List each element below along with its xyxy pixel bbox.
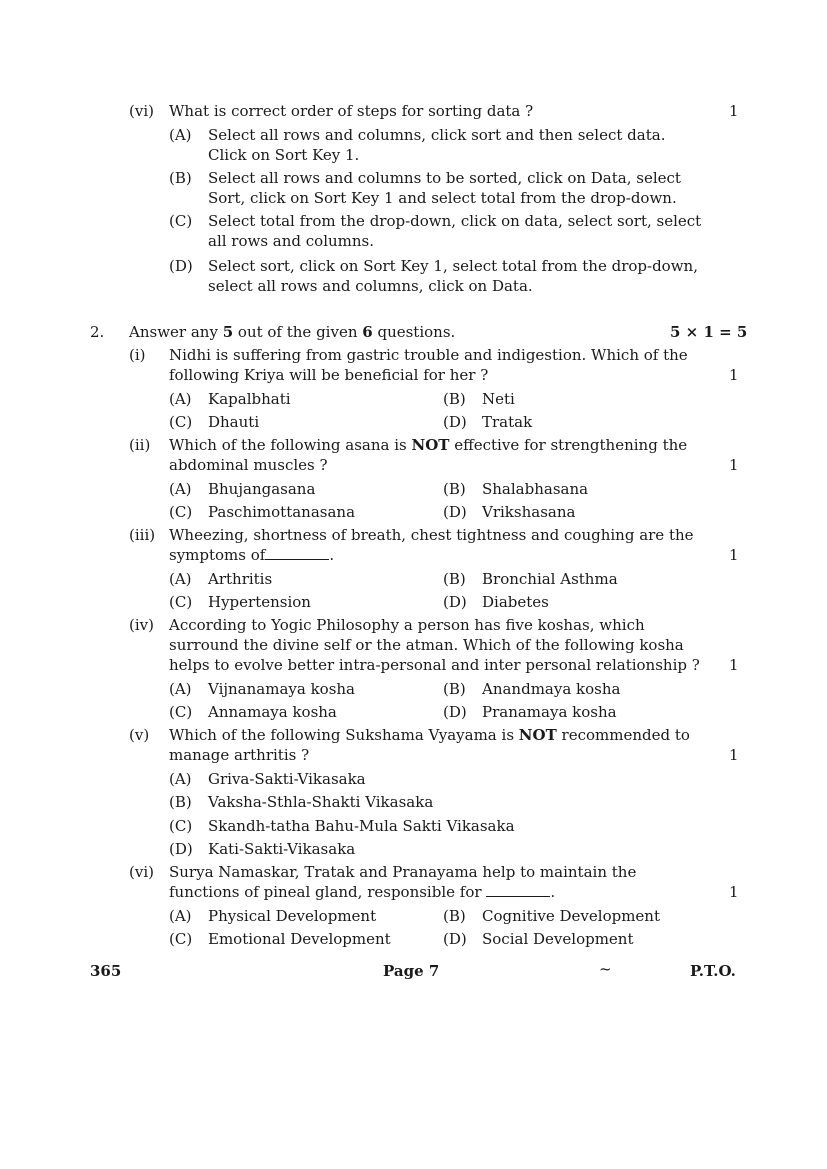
option-text: Emotional Development (208, 930, 391, 948)
question-text: Which of the following Sukshama Vyayama is NOT recommended to (169, 726, 690, 744)
option-label: (D) (169, 840, 193, 858)
option-label: (C) (169, 503, 193, 521)
option-label: (B) (443, 907, 466, 925)
option-text: select all rows and columns, click on Data. (208, 277, 533, 295)
question-number: (iii) (129, 526, 156, 544)
question-text: Surya Namaskar, Tratak and Pranayama help to maintain the (169, 863, 637, 881)
option-text: Pranamaya kosha (482, 703, 617, 721)
option-text: Bhujangasana (208, 480, 316, 498)
question-number: (i) (129, 346, 146, 364)
question-text: Which of the following asana is NOT effective for strengthening the (169, 436, 688, 454)
option-text: Hypertension (208, 593, 311, 611)
tilde-mark: ~ (599, 960, 612, 978)
pto-label: P.T.O. (690, 962, 736, 980)
question-number: (ii) (129, 436, 151, 454)
question-text: What is correct order of steps for sorting data ? (169, 102, 534, 120)
option-text: all rows and columns. (208, 232, 375, 250)
option-text: Select all rows and columns to be sorted, click on Data, select (208, 169, 681, 187)
option-text: Diabetes (482, 593, 549, 611)
question-text: surround the divine self or the atman. Which of the following kosha (169, 636, 684, 654)
question-marks: 5 × 1 = 5 (670, 323, 748, 341)
option-text: Dhauti (208, 413, 260, 431)
option-label: (B) (443, 570, 466, 588)
option-label: (B) (443, 390, 466, 408)
option-text: Shalabhasana (482, 480, 589, 498)
option-text: Kapalbhati (208, 390, 291, 408)
question-text: Nidhi is suffering from gastric trouble and indigestion. Which of the (169, 346, 688, 364)
question-text: helps to evolve better intra-personal and inter personal relationship ? (169, 656, 700, 674)
option-text: Vrikshasana (482, 503, 576, 521)
option-text: Physical Development (208, 907, 377, 925)
option-label: (A) (169, 770, 192, 788)
question-text: functions of pineal gland, responsible for . (169, 883, 556, 901)
question-number: (iv) (129, 616, 154, 634)
option-text: Select sort, click on Sort Key 1, select total from the drop-down, (208, 257, 698, 275)
option-text: Griva-Sakti-Vikasaka (208, 770, 366, 788)
option-label: (C) (169, 593, 193, 611)
question-text: following Kriya will be beneficial for her ? (169, 366, 489, 384)
answer-blank (265, 545, 329, 560)
option-text: Click on Sort Key 1. (208, 146, 360, 164)
option-label: (A) (169, 907, 192, 925)
option-text: Social Development (482, 930, 634, 948)
question-marks: 1 (729, 456, 739, 474)
option-label: (B) (169, 793, 192, 811)
option-text: Paschimottanasana (208, 503, 356, 521)
option-label: (B) (443, 680, 466, 698)
question-text: Wheezing, shortness of breath, chest tightness and coughing are the (169, 526, 694, 544)
option-label: (C) (169, 212, 193, 230)
option-label: (D) (443, 593, 467, 611)
option-label: (A) (169, 680, 192, 698)
option-text: Vaksha-Sthla-Shakti Vikasaka (208, 793, 434, 811)
option-label: (C) (169, 930, 193, 948)
option-label: (D) (169, 257, 193, 275)
option-label: (A) (169, 570, 192, 588)
question-marks: 1 (729, 883, 739, 901)
option-text: Annamaya kosha (208, 703, 337, 721)
paper-code: 365 (90, 962, 122, 980)
option-text: Select total from the drop-down, click on data, select sort, select (208, 212, 702, 230)
option-text: Cognitive Development (482, 907, 660, 925)
option-text: Vijnanamaya kosha (208, 680, 355, 698)
option-text: Bronchial Asthma (482, 570, 618, 588)
option-label: (B) (443, 480, 466, 498)
option-label: (D) (443, 413, 467, 431)
question-text: According to Yogic Philosophy a person has five koshas, which (169, 616, 645, 634)
option-text: Arthritis (208, 570, 273, 588)
option-text: Tratak (482, 413, 533, 431)
option-label: (D) (443, 503, 467, 521)
option-text: Neti (482, 390, 515, 408)
option-label: (D) (443, 703, 467, 721)
option-label: (B) (169, 169, 192, 187)
question-marks: 1 (729, 546, 739, 564)
option-label: (C) (169, 413, 193, 431)
option-text: Skandh-tatha Bahu-Mula Sakti Vikasaka (208, 817, 515, 835)
question-text: manage arthritis ? (169, 746, 310, 764)
question-marks: 1 (729, 102, 739, 120)
page-number: Page 7 (383, 962, 440, 980)
question-marks: 1 (729, 656, 739, 674)
option-label: (C) (169, 703, 193, 721)
option-text: Select all rows and columns, click sort and then select data. (208, 126, 666, 144)
option-label: (A) (169, 390, 192, 408)
question-marks: 1 (729, 746, 739, 764)
option-text: Kati-Sakti-Vikasaka (208, 840, 356, 858)
question-number: (vi) (129, 863, 154, 881)
option-text: Anandmaya kosha (482, 680, 621, 698)
option-label: (C) (169, 817, 193, 835)
option-label: (A) (169, 480, 192, 498)
question-number: 2. (90, 323, 105, 341)
question-number: (vi) (129, 102, 154, 120)
question-marks: 1 (729, 366, 739, 384)
option-label: (A) (169, 126, 192, 144)
question-text: symptoms of . (169, 546, 335, 564)
answer-blank (486, 882, 550, 897)
question-text: abdominal muscles ? (169, 456, 328, 474)
option-text: Sort, click on Sort Key 1 and select total from the drop-down. (208, 189, 677, 207)
question-instruction: Answer any 5 out of the given 6 questions. (129, 323, 456, 341)
option-label: (D) (443, 930, 467, 948)
question-number: (v) (129, 726, 150, 744)
